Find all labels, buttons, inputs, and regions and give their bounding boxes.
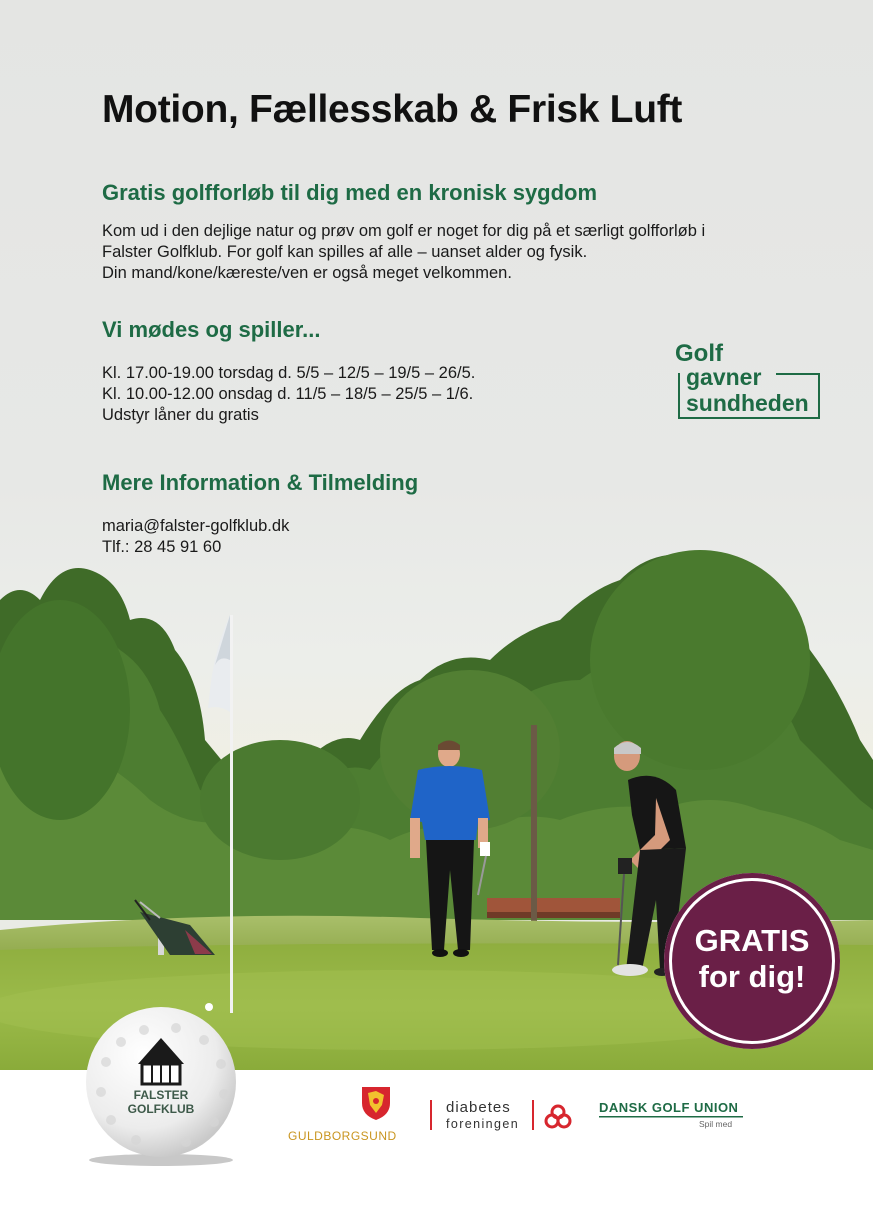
intro-line: Din mand/kone/kæreste/ven er også meget velkommen. bbox=[102, 264, 512, 282]
dgu-tagline: Spil med bbox=[699, 1119, 733, 1129]
logo-word-sundheden: sundheden bbox=[686, 390, 809, 416]
diabetes-logo-line1: diabetes bbox=[446, 1099, 511, 1116]
schedule-line: Kl. 17.00-19.00 torsdag d. 5/5 – 12/5 – 19/5 – 26/5. bbox=[102, 364, 476, 382]
schedule-line: Udstyr låner du gratis bbox=[102, 406, 259, 424]
contact-heading: Mere Information & Tilmelding bbox=[102, 470, 419, 495]
guldborgsund-logo-text: GULDBORGSUND bbox=[288, 1129, 397, 1143]
diabetes-logo-line2: foreningen bbox=[446, 1117, 520, 1131]
falster-logo-line1: FALSTER bbox=[133, 1088, 189, 1102]
poster-title: Motion, Fællesskab & Frisk Luft bbox=[102, 88, 683, 131]
badge-line1: GRATIS bbox=[694, 923, 810, 958]
schedule-text bbox=[102, 363, 475, 426]
intro-line: Kom ud i den dejlige natur og prøv om golf er noget for dig på et særligt golfforløb i bbox=[102, 222, 706, 240]
intro-heading: Gratis golfforløb til dig med en kronisk sygdom bbox=[102, 180, 598, 205]
guldborgsund-crest-icon bbox=[360, 1085, 392, 1121]
schedule-heading: Vi mødes og spiller... bbox=[102, 317, 321, 342]
golf-ball-logo-icon bbox=[66, 1002, 256, 1172]
diabetes-heart-icon bbox=[532, 1100, 584, 1130]
intro-text bbox=[102, 221, 705, 284]
diabetes-divider-left bbox=[430, 1100, 434, 1130]
intro-line: Falster Golfklub. For golf kan spilles af alle – uanset alder og fysik. bbox=[102, 243, 588, 261]
logo-word-golf: Golf bbox=[675, 340, 723, 367]
gratis-badge bbox=[664, 873, 840, 1049]
golf-gavner-sundheden-logo bbox=[675, 340, 825, 424]
contact-email[interactable]: maria@falster-golfklub.dk bbox=[102, 517, 290, 535]
dgu-logo-text: DANSK GOLF UNION bbox=[599, 1100, 739, 1115]
logo-word-gavner: gavner bbox=[686, 364, 762, 390]
contact-text bbox=[102, 516, 289, 558]
contact-phone: Tlf.: 28 45 91 60 bbox=[102, 538, 222, 556]
schedule-line: Kl. 10.00-12.00 onsdag d. 11/5 – 18/5 – 25/5 – 1/6. bbox=[102, 385, 474, 403]
falster-logo-line2: GOLFKLUB bbox=[127, 1102, 195, 1116]
badge-line2: for dig! bbox=[698, 959, 806, 994]
